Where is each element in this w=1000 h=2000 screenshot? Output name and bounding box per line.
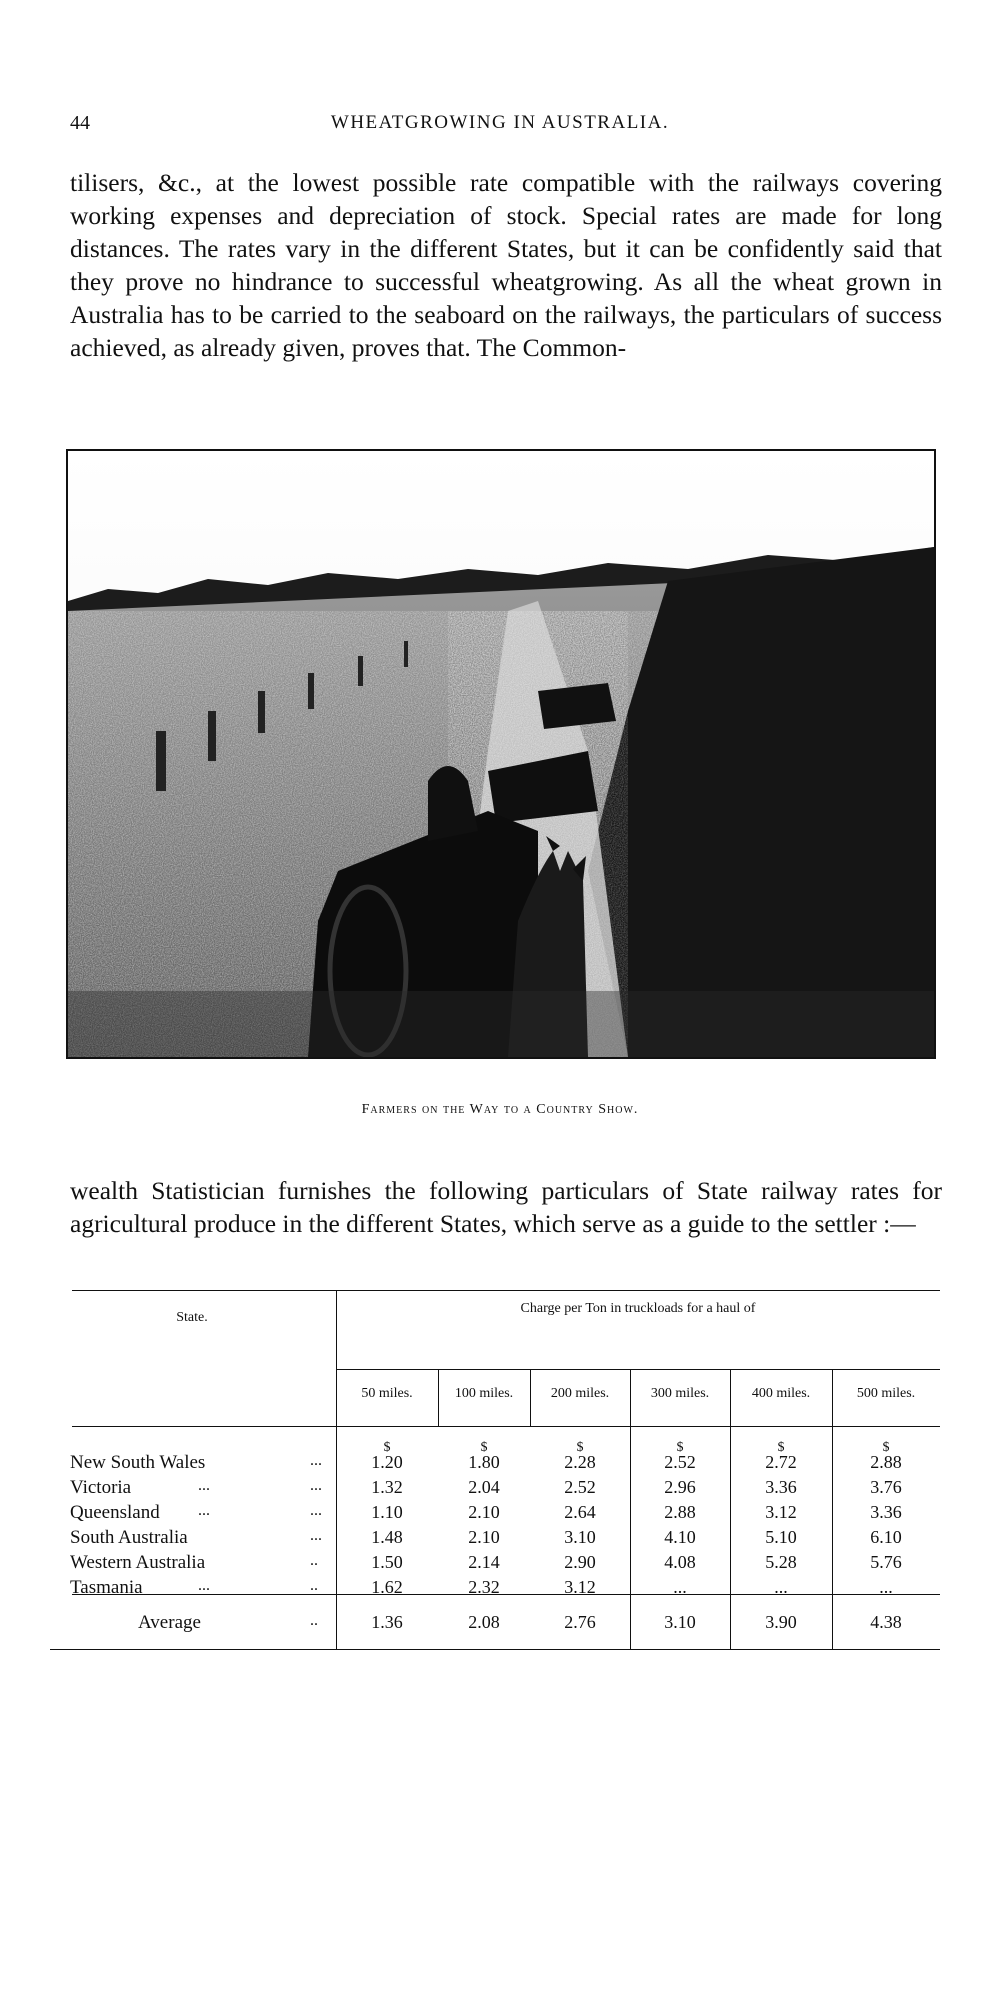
table-cell: 2.28: [564, 1452, 596, 1472]
table-cell: ...: [673, 1577, 687, 1597]
state-column-header: State.: [176, 1310, 208, 1325]
currency-symbol: $: [777, 1440, 785, 1455]
column-header: 400 miles.: [751, 1386, 811, 1401]
table-cell: ...: [774, 1577, 788, 1597]
table-cell: 3.12: [564, 1577, 596, 1597]
column-header: 300 miles.: [650, 1386, 710, 1401]
table-cell: 5.10: [765, 1527, 797, 1547]
table-cell: 6.10: [870, 1527, 902, 1547]
body-paragraph-1: tilisers, &c., at the lowest possible rate compatible with the railways covering working expenses and depreciation of stock. Special rates are made for long distances. The rates vary in the different States, but it can be confidently said that they prove no hindrance to successful wheatgrowing. As all the wheat grown in Australia has to be carried to the seaboard on the railways, the particulars of success achieved, as already given, proves that. The Common-: [70, 168, 942, 362]
table-cell: 4.08: [664, 1552, 696, 1572]
column-header: 50 miles.: [361, 1386, 413, 1401]
leader-dots: ...: [310, 1452, 322, 1469]
average-label: Average: [138, 1612, 201, 1633]
table-cell: 1.10: [371, 1502, 403, 1522]
leader-dots: ...: [198, 1477, 210, 1494]
column-header: 100 miles.: [454, 1386, 514, 1401]
average-cell: 3.90: [765, 1612, 797, 1632]
leader-dots: ...: [310, 1502, 322, 1519]
table-cell: 5.28: [765, 1552, 797, 1572]
table-cell: 5.76: [870, 1552, 902, 1572]
railway-rates-table: [48, 1290, 942, 2000]
header-bottom-rule: [72, 1426, 940, 1427]
page-number: 44: [70, 112, 90, 134]
table-cell: 2.52: [564, 1477, 596, 1497]
running-head: [70, 112, 930, 142]
leader-dots: ...: [198, 1577, 210, 1594]
state-name: Victoria: [70, 1477, 132, 1498]
average-cell: 1.36: [371, 1612, 403, 1632]
table-cell: 1.32: [371, 1477, 403, 1497]
table-cell: 4.10: [664, 1527, 696, 1547]
table-cell: 1.62: [371, 1577, 403, 1597]
average-cell: 2.08: [468, 1612, 500, 1632]
table-cell: 2.10: [468, 1527, 500, 1547]
table-cell: 2.32: [468, 1577, 500, 1597]
table-cell: 1.80: [468, 1452, 500, 1472]
leader-dots: ...: [310, 1477, 322, 1494]
currency-symbol: $: [882, 1440, 890, 1455]
table-cell: 2.10: [468, 1502, 500, 1522]
average-cell: 4.38: [870, 1612, 902, 1632]
farmers-photo-illustration: [68, 451, 934, 1057]
currency-symbol: $: [480, 1440, 488, 1455]
state-name: Western Australia: [70, 1552, 206, 1573]
leader-dots: ..: [310, 1577, 318, 1594]
column-header: 500 miles.: [856, 1386, 916, 1401]
table-cell: 3.12: [765, 1502, 797, 1522]
average-cell: 2.76: [564, 1612, 596, 1632]
leader-dots: ...: [198, 1502, 210, 1519]
subheader-rule: [336, 1369, 940, 1370]
table-top-rule: [72, 1290, 940, 1291]
currency-symbol: $: [383, 1440, 391, 1455]
table-cell: 2.72: [765, 1452, 797, 1472]
currency-symbol: $: [676, 1440, 684, 1455]
table-cell: 3.36: [870, 1502, 902, 1522]
table-cell: 2.04: [468, 1477, 500, 1497]
leader-dots: ..: [310, 1612, 318, 1629]
table-cell: 2.88: [870, 1452, 902, 1472]
table-cell: 2.52: [664, 1452, 696, 1472]
table-cell: 2.88: [664, 1502, 696, 1522]
page-header-title: WHEATGROWING IN AUSTRALIA.: [330, 112, 670, 133]
state-name: Tasmania: [70, 1577, 143, 1598]
state-name: Queensland: [70, 1502, 160, 1523]
table-cell: 3.76: [870, 1477, 902, 1497]
table-cell: 1.20: [371, 1452, 403, 1472]
charge-group-header: Charge per Ton in truckloads for a haul of: [520, 1301, 756, 1316]
leader-dots: ...: [310, 1527, 322, 1544]
table-cell: 1.50: [371, 1552, 403, 1572]
leader-dots: ..: [310, 1552, 318, 1569]
table-cell: 3.10: [564, 1527, 596, 1547]
column-header: 200 miles.: [550, 1386, 610, 1401]
figure-caption: Farmers on the Way to a Country Show.: [361, 1102, 639, 1117]
table-cell: 1.48: [371, 1527, 403, 1547]
table-bottom-rule: [50, 1649, 940, 1650]
currency-symbol: $: [576, 1440, 584, 1455]
state-name: New South Wales: [70, 1452, 206, 1473]
photograph: [66, 449, 936, 1059]
table-cell: ...: [879, 1577, 893, 1597]
table-cell: 2.64: [564, 1502, 596, 1522]
average-cell: 3.10: [664, 1612, 696, 1632]
table-cell: 2.96: [664, 1477, 696, 1497]
body-paragraph-2: wealth Statistician furnishes the following particulars of State railway rates for agricultural produce in the different States, which serve as a guide to the settler :—: [70, 1176, 942, 1238]
table-cell: 3.36: [765, 1477, 797, 1497]
table-cell: 2.14: [468, 1552, 500, 1572]
state-name: South Australia: [70, 1527, 188, 1548]
table-cell: 2.90: [564, 1552, 596, 1572]
